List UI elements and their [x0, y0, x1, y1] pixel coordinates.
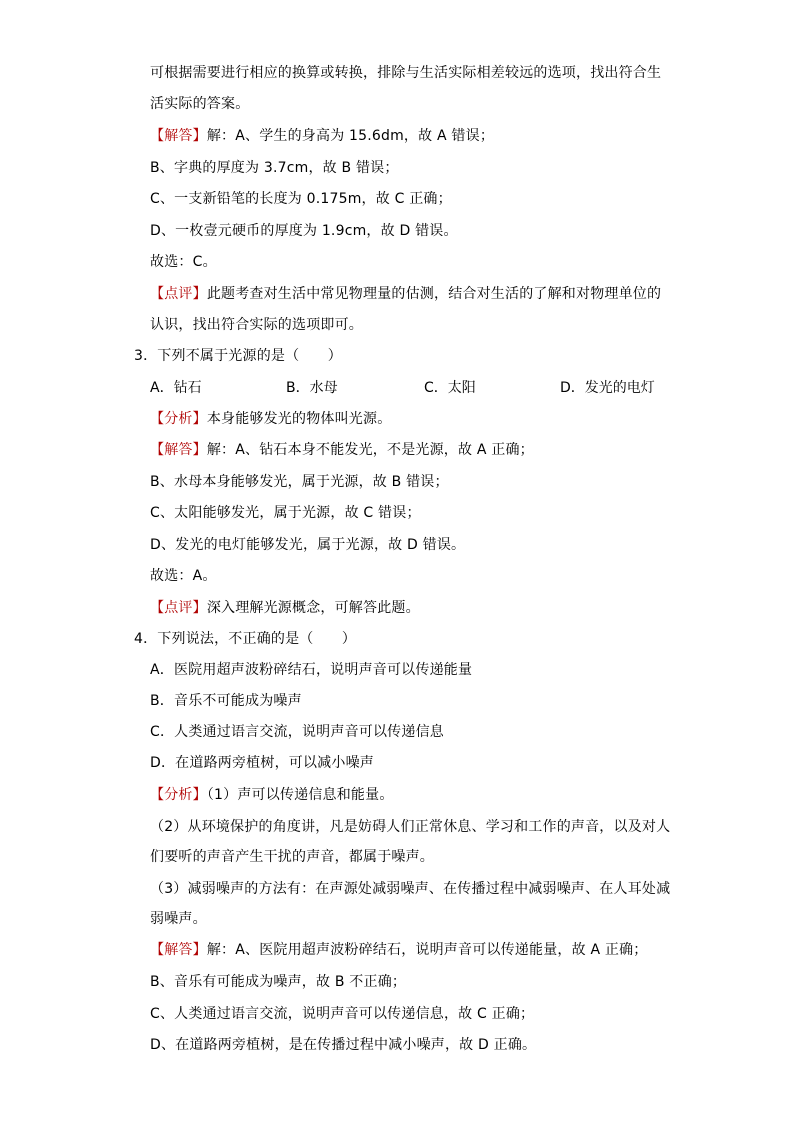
line-text: （1）声可以传递信息和能量。 — [206, 787, 394, 803]
line-text: D、一枚壹元硬币的厚度为 1.9cm，故 D 错误。 — [150, 223, 458, 239]
line-text: B、音乐有可能成为噪声，故 B 不正确； — [150, 974, 407, 990]
comment-tag: 【点评】 — [150, 286, 207, 302]
line-text: A．医院用超声波粉碎结石，说明声音可以传递能量 — [150, 662, 473, 678]
analysis-tag: 【分析】 — [150, 411, 207, 427]
line-text: 解：A、钻石本身不能发光，不是光源，故 A 正确； — [206, 442, 534, 458]
text-line — [150, 504, 421, 522]
text-line — [150, 190, 452, 208]
option-b — [150, 692, 302, 710]
answer-tag: 【解答】 — [150, 442, 207, 458]
line-text: B、水母本身能够发光，属于光源，故 B 错误； — [150, 474, 449, 490]
text-line — [150, 473, 449, 491]
line-text: B、字典的厚度为 3.7cm，故 B 错误； — [150, 160, 399, 176]
line-text: D．在道路两旁植树，可以减小噪声 — [150, 755, 374, 771]
line-text: D、发光的电灯能够发光，属于光源，故 D 错误。 — [150, 537, 466, 553]
line-text: 解：A、学生的身高为 15.6dm，故 A 错误； — [206, 128, 495, 144]
answer-tag: 【解答】 — [150, 942, 207, 958]
line-text: （3）减弱噪声的方法有：在声源处减弱噪声、在传播过程中减弱噪声、在人耳处减 — [150, 881, 671, 897]
comment-line — [150, 285, 661, 303]
answer-tag: 【解答】 — [150, 128, 207, 144]
line-text: 故选：C。 — [150, 254, 217, 270]
line-text: 可根据需要进行相应的换算或转换，排除与生活实际相差较远的选项，找出符合生 — [150, 65, 662, 81]
text-line — [150, 567, 217, 585]
line-text: C、人类通过语言交流，说明声音可以传递信息，故 C 正确； — [150, 1006, 535, 1022]
line-text: 3．下列不属于光源的是（ ） — [134, 348, 342, 364]
text-line — [150, 818, 670, 836]
line-text: 活实际的答案。 — [150, 96, 250, 112]
line-text: B．音乐不可能成为噪声 — [150, 693, 302, 709]
text-line — [150, 95, 249, 113]
answer-line — [150, 441, 534, 459]
analysis-line — [150, 410, 391, 428]
option-a — [150, 661, 472, 679]
option-c: C．太阳 — [424, 380, 476, 396]
analysis-tag: 【分析】 — [150, 787, 207, 803]
text-line — [150, 64, 661, 82]
line-text: 故选：A。 — [150, 568, 217, 584]
line-text: 们要听的声音产生干扰的声音，都属于噪声。 — [150, 849, 434, 865]
line-text: 解：A、医院用超声波粉碎结石，说明声音可以传递能量，故 A 正确； — [206, 942, 648, 958]
text-line — [150, 973, 406, 991]
line-text: C、太阳能够发光，属于光源，故 C 错误； — [150, 505, 421, 521]
text-line — [150, 159, 399, 177]
text-line — [150, 1036, 536, 1054]
line-text: 深入理解光源概念，可解答此题。 — [206, 600, 420, 616]
option-b: B．水母 — [286, 380, 338, 396]
text-line — [150, 848, 434, 866]
comment-line — [150, 599, 420, 617]
text-line — [150, 316, 363, 334]
line-text: D、在道路两旁植树，是在传播过程中减小噪声，故 D 正确。 — [150, 1037, 537, 1053]
line-text: C、一支新铅笔的长度为 0.175m，故 C 正确； — [150, 191, 452, 207]
option-c — [150, 723, 444, 741]
option-d — [150, 754, 374, 772]
answer-line — [150, 941, 647, 959]
line-text: 此题考查对生活中常见物理量的估测，结合对生活的了解和对物理单位的 — [206, 286, 662, 302]
comment-tag: 【点评】 — [150, 600, 207, 616]
text-line — [150, 222, 458, 240]
line-text: 弱噪声。 — [150, 911, 207, 927]
analysis-line — [150, 786, 394, 804]
option-d: D．发光的电灯 — [560, 380, 655, 396]
question-3-title — [134, 347, 342, 365]
text-line — [150, 910, 207, 928]
text-line — [150, 536, 465, 554]
line-text: 本身能够发光的物体叫光源。 — [206, 411, 392, 427]
text-line — [150, 880, 670, 898]
text-line — [150, 253, 217, 271]
line-text: （2）从环境保护的角度讲，凡是妨碍人们正常休息、学习和工作的声音，以及对人 — [150, 819, 671, 835]
option-a: A．钻石 — [150, 380, 202, 396]
answer-line — [150, 127, 494, 145]
question-4-title — [134, 630, 356, 648]
line-text: C．人类通过语言交流，说明声音可以传递信息 — [150, 724, 444, 740]
text-line — [150, 1005, 534, 1023]
line-text: 认识，找出符合实际的选项即可。 — [150, 317, 363, 333]
line-text: 4．下列说法，不正确的是（ ） — [134, 631, 357, 647]
